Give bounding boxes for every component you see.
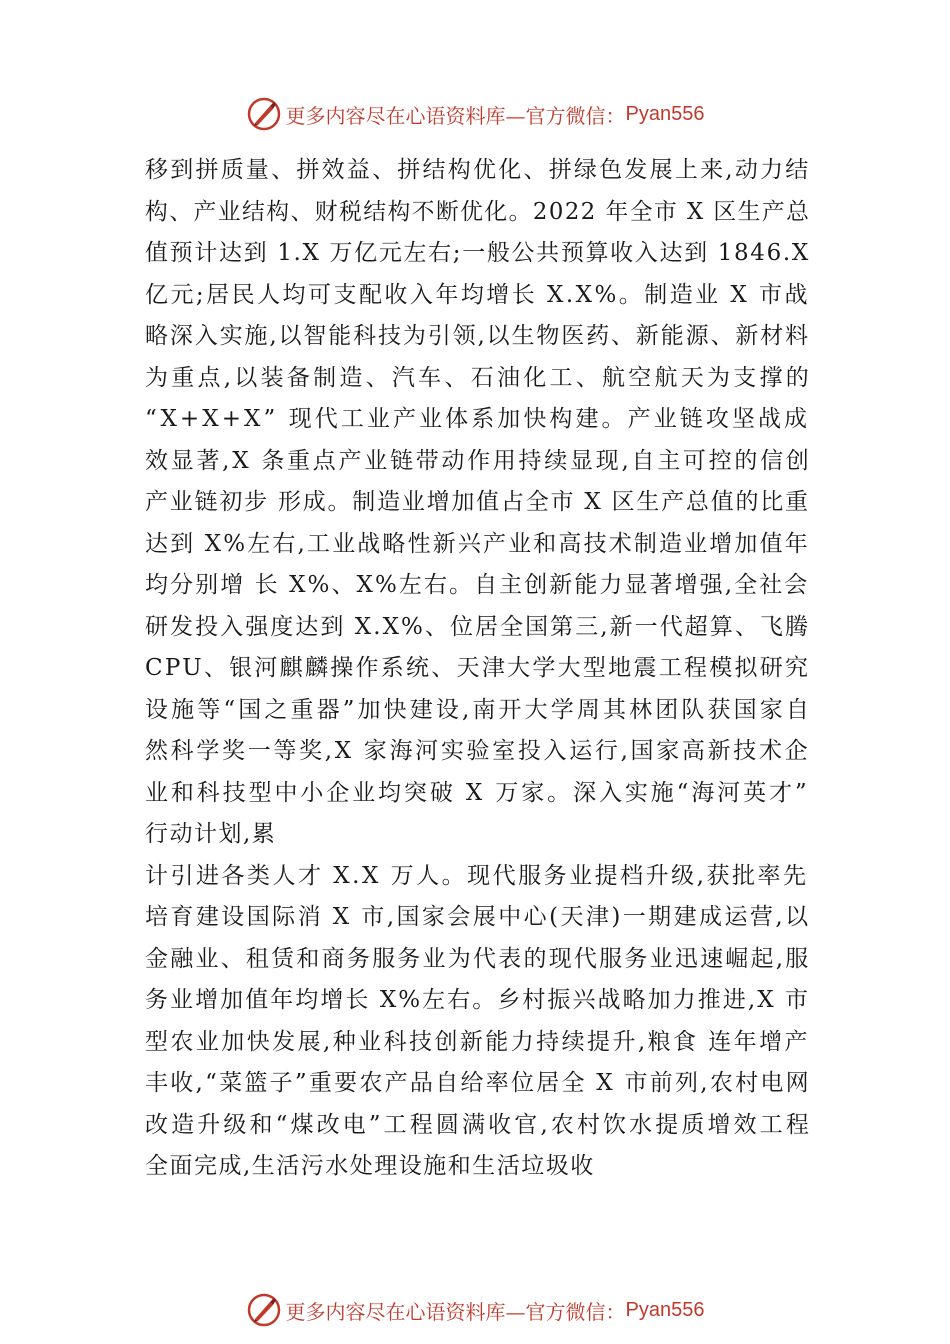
body-text-line: 研发投入强度达到 X.X%、位居全国第三,新一代超算、飞腾 bbox=[145, 613, 811, 640]
body-text-line: “X+X+X” 现代工业产业体系加快构建。产业链攻坚战成 bbox=[145, 406, 811, 432]
body-text-line: 改造升级和“煤改电”工程圆满收官,农村饮水提质增效工程 bbox=[145, 1111, 812, 1138]
body-text-line: 构、产业结构、财税结构不断优化。2022 年全市 X 区生产总 bbox=[145, 198, 811, 225]
body-text-line: 培育建设国际消 X 市,国家会展中心(天津)一期建成运营,以 bbox=[145, 904, 811, 930]
body-text-line: 产业链初步 形成。制造业增加值占全市 X 区生产总值的比重 bbox=[145, 489, 810, 515]
header-wechat-handle: Pyan556 bbox=[625, 102, 705, 125]
body-text-line: 行动计划,累 bbox=[145, 821, 277, 847]
document-body bbox=[145, 150, 813, 1188]
body-text-line: 达到 X%左右,工业战略性新兴产业和高技术制造业增加值年 bbox=[145, 530, 810, 557]
body-text-line: 然科学奖一等奖,X 家海河实验室投入运行,国家高新技术企 bbox=[145, 738, 811, 764]
body-text-line: 均分别增 长 X%、X%左右。自主创新能力显著增强,全社会 bbox=[145, 572, 810, 598]
header-text: 更多内容尽在心语资料库—官方微信： bbox=[285, 103, 626, 128]
body-text-line: 全面完成,生活污水处理设施和生活垃圾收 bbox=[145, 1153, 595, 1179]
body-text-line: 略深入实施,以智能科技为引领,以生物医药、新能源、新材料 bbox=[145, 323, 810, 349]
body-text-line: CPU、银河麒麟操作系统、天津大学大型地震工程模拟研究 bbox=[145, 655, 811, 681]
body-text-line: 为重点,以装备制造、汽车、石油化工、航空航天为支撑的 bbox=[145, 364, 813, 391]
body-text-line: 金融业、租赁和商务服务业为代表的现代服务业迅速崛起,服 bbox=[145, 945, 811, 972]
body-text-line: 计引进各类人才 X.X 万人。现代服务业提档升级,获批率先 bbox=[145, 862, 809, 889]
body-text-line: 亿元;居民人均可支配收入年均增长 X.X%。制造业 X 市战 bbox=[145, 281, 810, 308]
footer-wechat-handle: Pyan556 bbox=[625, 1298, 705, 1321]
body-text-line: 值预计达到 1.X 万亿元左右;一般公共预算收入达到 1846.X bbox=[145, 240, 810, 266]
body-text-line: 型农业加快发展,种业科技创新能力持续提升,粮食 连年增产 bbox=[145, 1028, 810, 1055]
body-text-line: 移到拼质量、拼效益、拼结构优化、拼绿色发展上来,动力结 bbox=[145, 157, 811, 183]
pen-logo-icon bbox=[246, 1292, 282, 1328]
footer-text: 更多内容尽在心语资料库—官方微信： bbox=[285, 1299, 626, 1324]
body-text-line: 业和科技型中小企业均突破 X 万家。深入实施“海河英才” bbox=[145, 779, 810, 806]
body-text-line: 设施等“国之重器”加快建设,南开大学周其林团队获国家自 bbox=[145, 696, 812, 723]
footer-banner bbox=[0, 1290, 950, 1330]
body-text-line: 丰收,“菜篮子”重要农产品自给率位居全 X 市前列,农村电网 bbox=[145, 1070, 811, 1096]
header-banner bbox=[0, 94, 950, 134]
body-text-line: 务业增加值年均增长 X%左右。乡村振兴战略加力推进,X 市 bbox=[145, 987, 811, 1013]
pen-logo-icon bbox=[246, 96, 282, 132]
body-text-line: 效显著,X 条重点产业链带动作用持续显现,自主可控的信创 bbox=[145, 447, 812, 474]
